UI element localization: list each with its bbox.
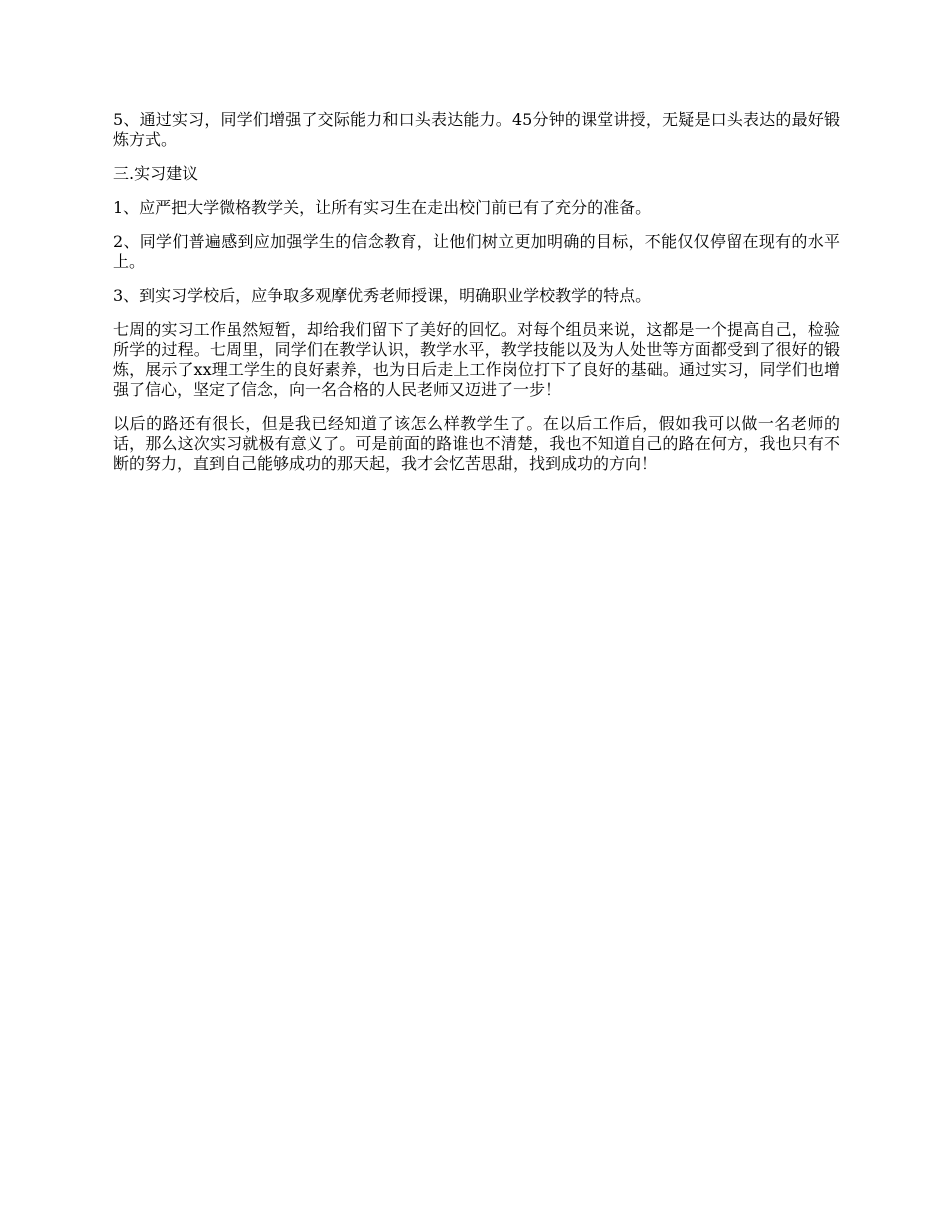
suggestion-item-3: 3、到实习学校后，应争取多观摩优秀老师授课，明确职业学校教学的特点。	[113, 286, 652, 305]
paragraph-communication-skills: 5、通过实习，同学们增强了交际能力和口头表达能力。45分钟的课堂讲授，无疑是口头表达的最好锻炼方式。	[113, 110, 840, 149]
document-page	[113, 110, 840, 488]
suggestion-item-1: 1、应严把大学微格教学关，让所有实习生在走出校门前已有了充分的准备。	[113, 198, 652, 217]
suggestion-item-2: 2、同学们普遍感到应加强学生的信念教育，让他们树立更加明确的目标，不能仅仅停留在现有的水平上。	[113, 232, 840, 271]
paragraph-summary: 七周的实习工作虽然短暂，却给我们留下了美好的回忆。对每个组员来说，这都是一个提高自己，检验所学的过程。七周里，同学们在教学认识，教学水平，教学技能以及为人处世等方面都受到了很好的锻炼，展示了xx理工学生的良好素养，也为日后走上工作岗位打下了良好的基础。通过实习，同学们也增强了信心，坚定了信念，向一名合格的人民老师又迈进了一步！	[113, 320, 840, 399]
paragraph-conclusion: 以后的路还有很长，但是我已经知道了该怎么样教学生了。在以后工作后，假如我可以做一名老师的话，那么这次实习就极有意义了。可是前面的路谁也不清楚，我也不知道自己的路在何方，我也只有不断的努力，直到自己能够成功的那天起，我才会忆苦思甜，找到成功的方向！	[113, 414, 840, 473]
section-heading-suggestions: 三.实习建议	[113, 164, 199, 183]
